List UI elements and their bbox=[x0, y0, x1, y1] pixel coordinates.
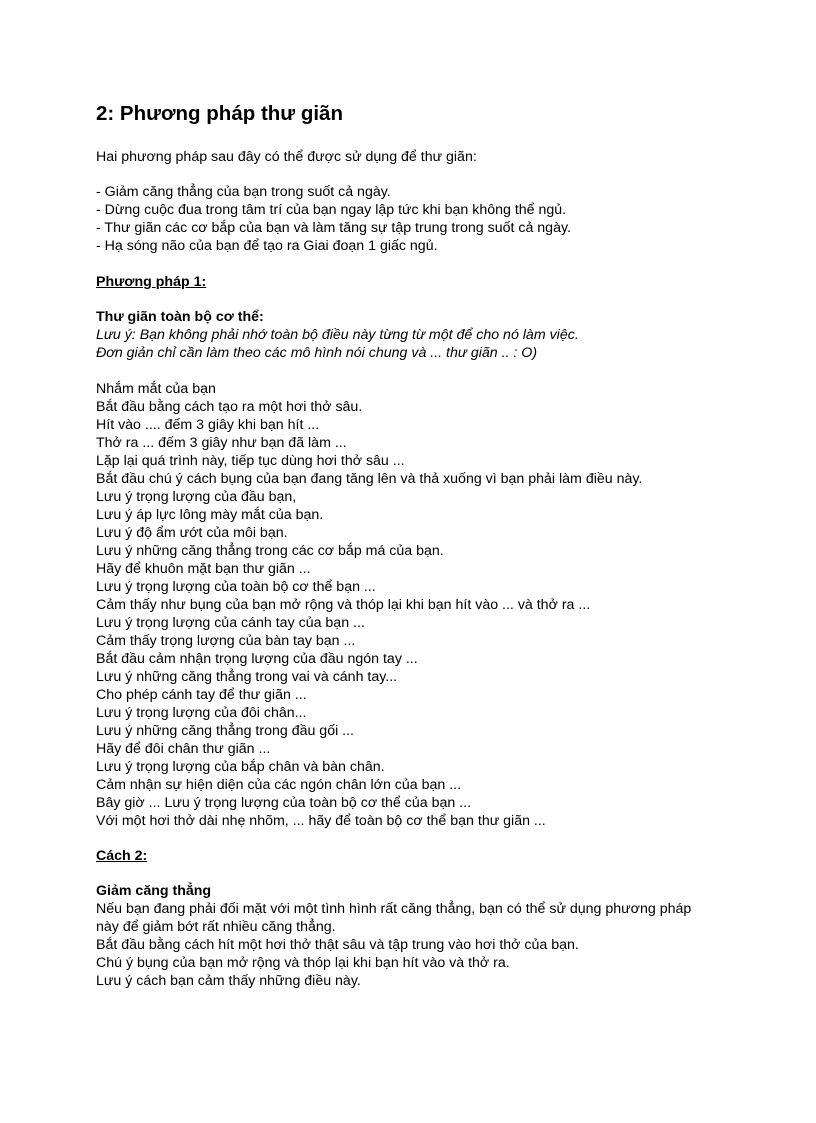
step-line: Lưu ý những căng thẳng trong vai và cánh tay... bbox=[96, 669, 398, 685]
bullet-item: - Dừng cuộc đua trong tâm trí của bạn ngay lập tức khi bạn không thể ngủ. bbox=[96, 202, 567, 218]
step-line: Cảm thấy như bụng của bạn mở rộng và thóp lại khi bạn hít vào ... và thở ra ... bbox=[96, 597, 591, 613]
step-line: Cảm nhận sự hiện diện của các ngón chân lớn của bạn ... bbox=[96, 777, 462, 793]
method2-line: Bắt đầu bằng cách hít một hơi thở thật sâu và tập trung vào hơi thở của bạn. bbox=[96, 937, 579, 953]
step-line: Lưu ý những căng thẳng trong đầu gối ... bbox=[96, 723, 355, 739]
intro-text: Hai phương pháp sau đây có thể được sử dụng để thư giãn: bbox=[96, 149, 477, 165]
step-line: Hãy để khuôn mặt bạn thư giãn ... bbox=[96, 561, 311, 577]
step-line: Hít vào .... đếm 3 giây khi bạn hít ... bbox=[96, 417, 320, 433]
method2-line: Lưu ý cách bạn cảm thấy những điều này. bbox=[96, 973, 361, 989]
step-line: Với một hơi thở dài nhẹ nhõm, ... hãy để toàn bộ cơ thể bạn thư giãn ... bbox=[96, 813, 546, 829]
step-line: Hãy để đôi chân thư giãn ... bbox=[96, 741, 271, 757]
step-line: Lưu ý trọng lượng của đôi chân... bbox=[96, 705, 307, 721]
step-line: Cho phép cánh tay để thư giãn ... bbox=[96, 687, 307, 703]
step-line: Lưu ý độ ẩm ướt của môi bạn. bbox=[96, 525, 288, 541]
step-line: Lưu ý những căng thẳng trong các cơ bắp má của bạn. bbox=[96, 543, 444, 559]
step-line: Lưu ý áp lực lông mày mắt của bạn. bbox=[96, 507, 324, 523]
method1-heading: Phương pháp 1: bbox=[96, 274, 207, 290]
bullet-item: - Giảm căng thẳng của bạn trong suốt cả ngày. bbox=[96, 184, 391, 200]
step-line: Lặp lại quá trình này, tiếp tục dùng hơi thở sâu ... bbox=[96, 453, 405, 469]
step-line: Lưu ý trọng lượng của đầu bạn, bbox=[96, 489, 297, 505]
bullet-item: - Hạ sóng não của bạn để tạo ra Giai đoạn 1 giấc ngủ. bbox=[96, 238, 438, 254]
page-title: 2: Phương pháp thư giãn bbox=[96, 102, 343, 125]
method1-subheading: Thư giãn toàn bộ cơ thể: bbox=[96, 309, 264, 325]
step-line: Bây giờ ... Lưu ý trọng lượng của toàn bộ cơ thể của bạn ... bbox=[96, 795, 472, 811]
step-line: Cảm thấy trọng lượng của bàn tay bạn ... bbox=[96, 633, 356, 649]
method2-line: Nếu bạn đang phải đối mặt với một tình hình rất căng thẳng, bạn có thể sử dụng phương pháp bbox=[96, 901, 692, 917]
method2-line: này để giảm bớt rất nhiều căng thẳng. bbox=[96, 919, 336, 935]
step-line: Thở ra ... đếm 3 giây như bạn đã làm ... bbox=[96, 435, 347, 451]
step-line: Lưu ý trọng lượng của toàn bộ cơ thể bạn ... bbox=[96, 579, 376, 595]
method1-note: Lưu ý: Bạn không phải nhớ toàn bộ điều này từng từ một để cho nó làm việc. bbox=[96, 327, 579, 343]
method1-note: Đơn giản chỉ cần làm theo các mô hình nói chung và ... thư giãn .. : O) bbox=[96, 345, 538, 361]
step-line: Lưu ý trọng lượng của cánh tay của bạn ... bbox=[96, 615, 365, 631]
method2-subheading: Giảm căng thẳng bbox=[96, 883, 212, 899]
bullet-item: - Thư giãn các cơ bắp của bạn và làm tăng sự tập trung trong suốt cả ngày. bbox=[96, 220, 571, 236]
step-line: Nhắm mắt của bạn bbox=[96, 381, 216, 397]
step-line: Bắt đầu chú ý cách bụng của bạn đang tăng lên và thả xuống vì bạn phải làm điều này. bbox=[96, 471, 643, 487]
method2-heading: Cách 2: bbox=[96, 848, 148, 864]
step-line: Lưu ý trọng lượng của bắp chân và bàn chân. bbox=[96, 759, 385, 775]
step-line: Bắt đầu bằng cách tạo ra một hơi thở sâu. bbox=[96, 399, 363, 415]
step-line: Bắt đầu cảm nhận trọng lượng của đầu ngón tay ... bbox=[96, 651, 418, 667]
method2-line: Chú ý bụng của bạn mở rộng và thóp lại khi bạn hít vào và thở ra. bbox=[96, 955, 510, 971]
